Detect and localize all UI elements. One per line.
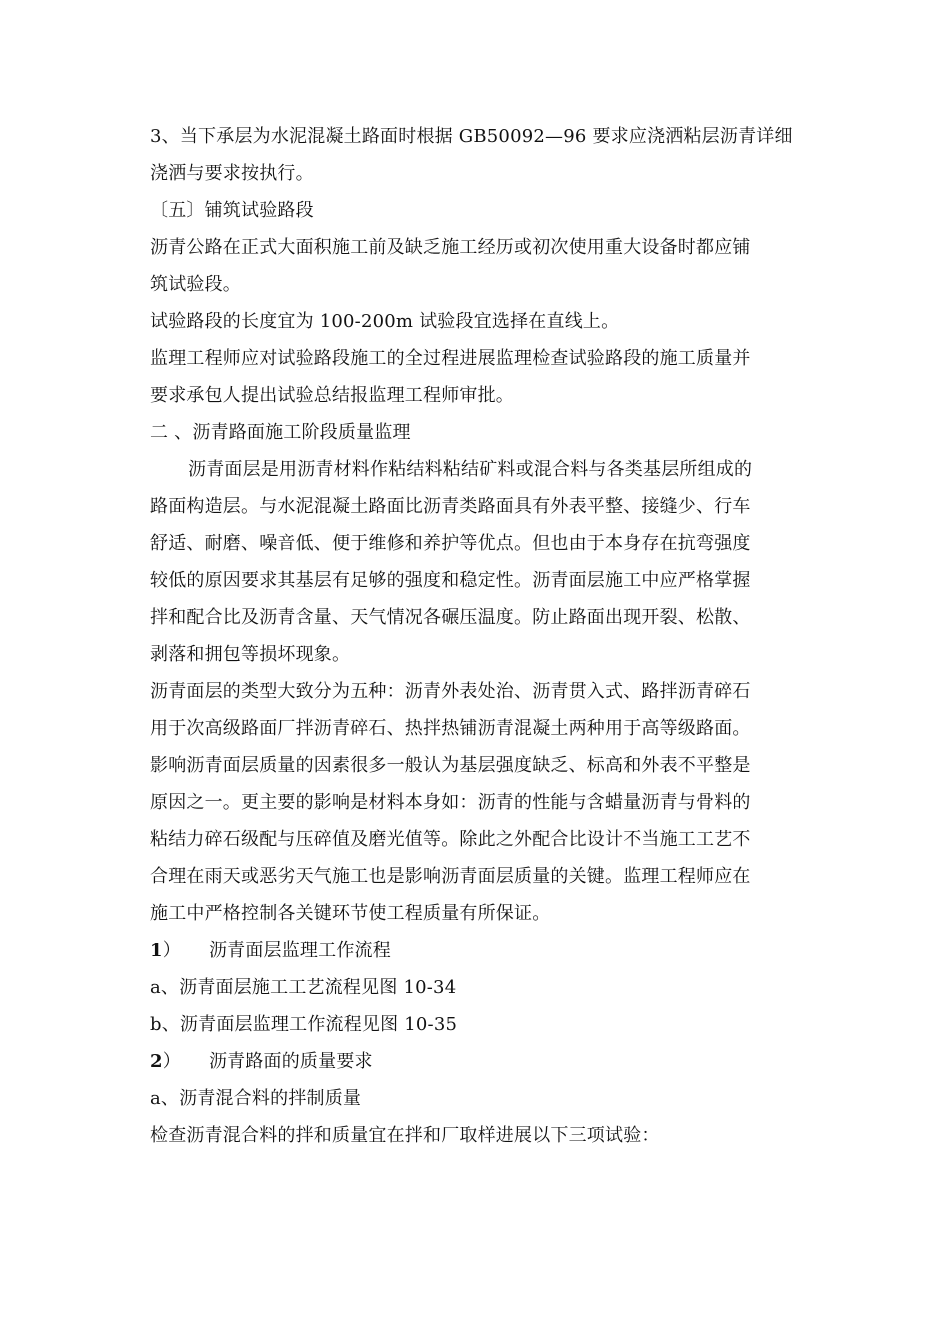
list-number: 2: [150, 1051, 163, 1072]
text-line: 浇洒与要求按执行。: [150, 163, 314, 184]
text-line: 3、当下承层为水泥混凝土路面时根据 GB50092—96 要求应浇洒粘层沥青详细: [150, 126, 793, 147]
text-line: 原因之一。更主要的影响是材料本身如：沥青的性能与含蜡量沥青与骨料的: [150, 792, 751, 813]
text-line: 试验路段的长度宜为 100-200m 试验段宜选择在直线上。: [150, 311, 620, 332]
sub-item: b、沥青面层监理工作流程见图 10-35: [150, 1014, 458, 1035]
list-number: 1: [150, 940, 163, 961]
list-paren: ）: [162, 940, 181, 961]
sub-item: a、沥青面层施工工艺流程见图 10-34: [150, 977, 457, 998]
text-line: 检查沥青混合料的拌和质量宜在拌和厂取样进展以下三项试验：: [150, 1125, 660, 1146]
text-line: 合理在雨天或恶劣天气施工也是影响沥青面层质量的关键。监理工程师应在: [150, 866, 751, 887]
text-line: 监理工程师应对试验路段施工的全过程进展监理检查试验路段的施工质量并: [150, 348, 751, 369]
text-line: 影响沥青面层质量的因素很多一般认为基层强度缺乏、标高和外表不平整是: [150, 755, 751, 776]
text-line: 沥青面层的类型大致分为五种：沥青外表处治、沥青贯入式、路拌沥青碎石: [150, 681, 751, 702]
text-line: 舒适、耐磨、噪音低、便于维修和养护等优点。但也由于本身存在抗弯强度: [150, 533, 751, 554]
document-page: [150, 118, 800, 1154]
text-line: 要求承包人提出试验总结报监理工程师审批。: [150, 385, 514, 406]
list-item-text: 沥青路面的质量要求: [208, 1051, 373, 1072]
text-line: 路面构造层。与水泥混凝土路面比沥青类路面具有外表平整、接缝少、行车: [150, 496, 751, 517]
list-item-2: [150, 1043, 800, 1080]
list-paren: ）: [162, 1051, 181, 1072]
text-line: 筑试验段。: [150, 274, 241, 295]
list-item-1: [150, 932, 800, 969]
text-line: 用于次高级路面厂拌沥青碎石、热拌热铺沥青混凝土两种用于高等级路面。: [150, 718, 751, 739]
list-item-text: 沥青面层监理工作流程: [208, 940, 391, 961]
section-heading: 二 、沥青路面施工阶段质量监理: [150, 422, 411, 443]
text-line: 粘结力碎石级配与压碎值及磨光值等。除此之外配合比设计不当施工工艺不: [150, 829, 751, 850]
sub-item: a、沥青混合料的拌制质量: [150, 1088, 362, 1109]
text-line: 沥青公路在正式大面积施工前及缺乏施工经历或初次使用重大设备时都应铺: [150, 237, 751, 258]
text-line: 较低的原因要求其基层有足够的强度和稳定性。沥青面层施工中应严格掌握: [150, 570, 751, 591]
section-heading: 〔五〕铺筑试验路段: [150, 200, 314, 221]
text-line: 拌和配合比及沥青含量、天气情况各碾压温度。防止路面出现开裂、松散、: [150, 607, 751, 628]
text-line: 沥青面层是用沥青材料作粘结料粘结矿料或混合料与各类基层所组成的: [188, 459, 753, 480]
text-line: 施工中严格控制各关键环节使工程质量有所保证。: [150, 903, 551, 924]
text-line: 剥落和拥包等损坏现象。: [150, 644, 351, 665]
